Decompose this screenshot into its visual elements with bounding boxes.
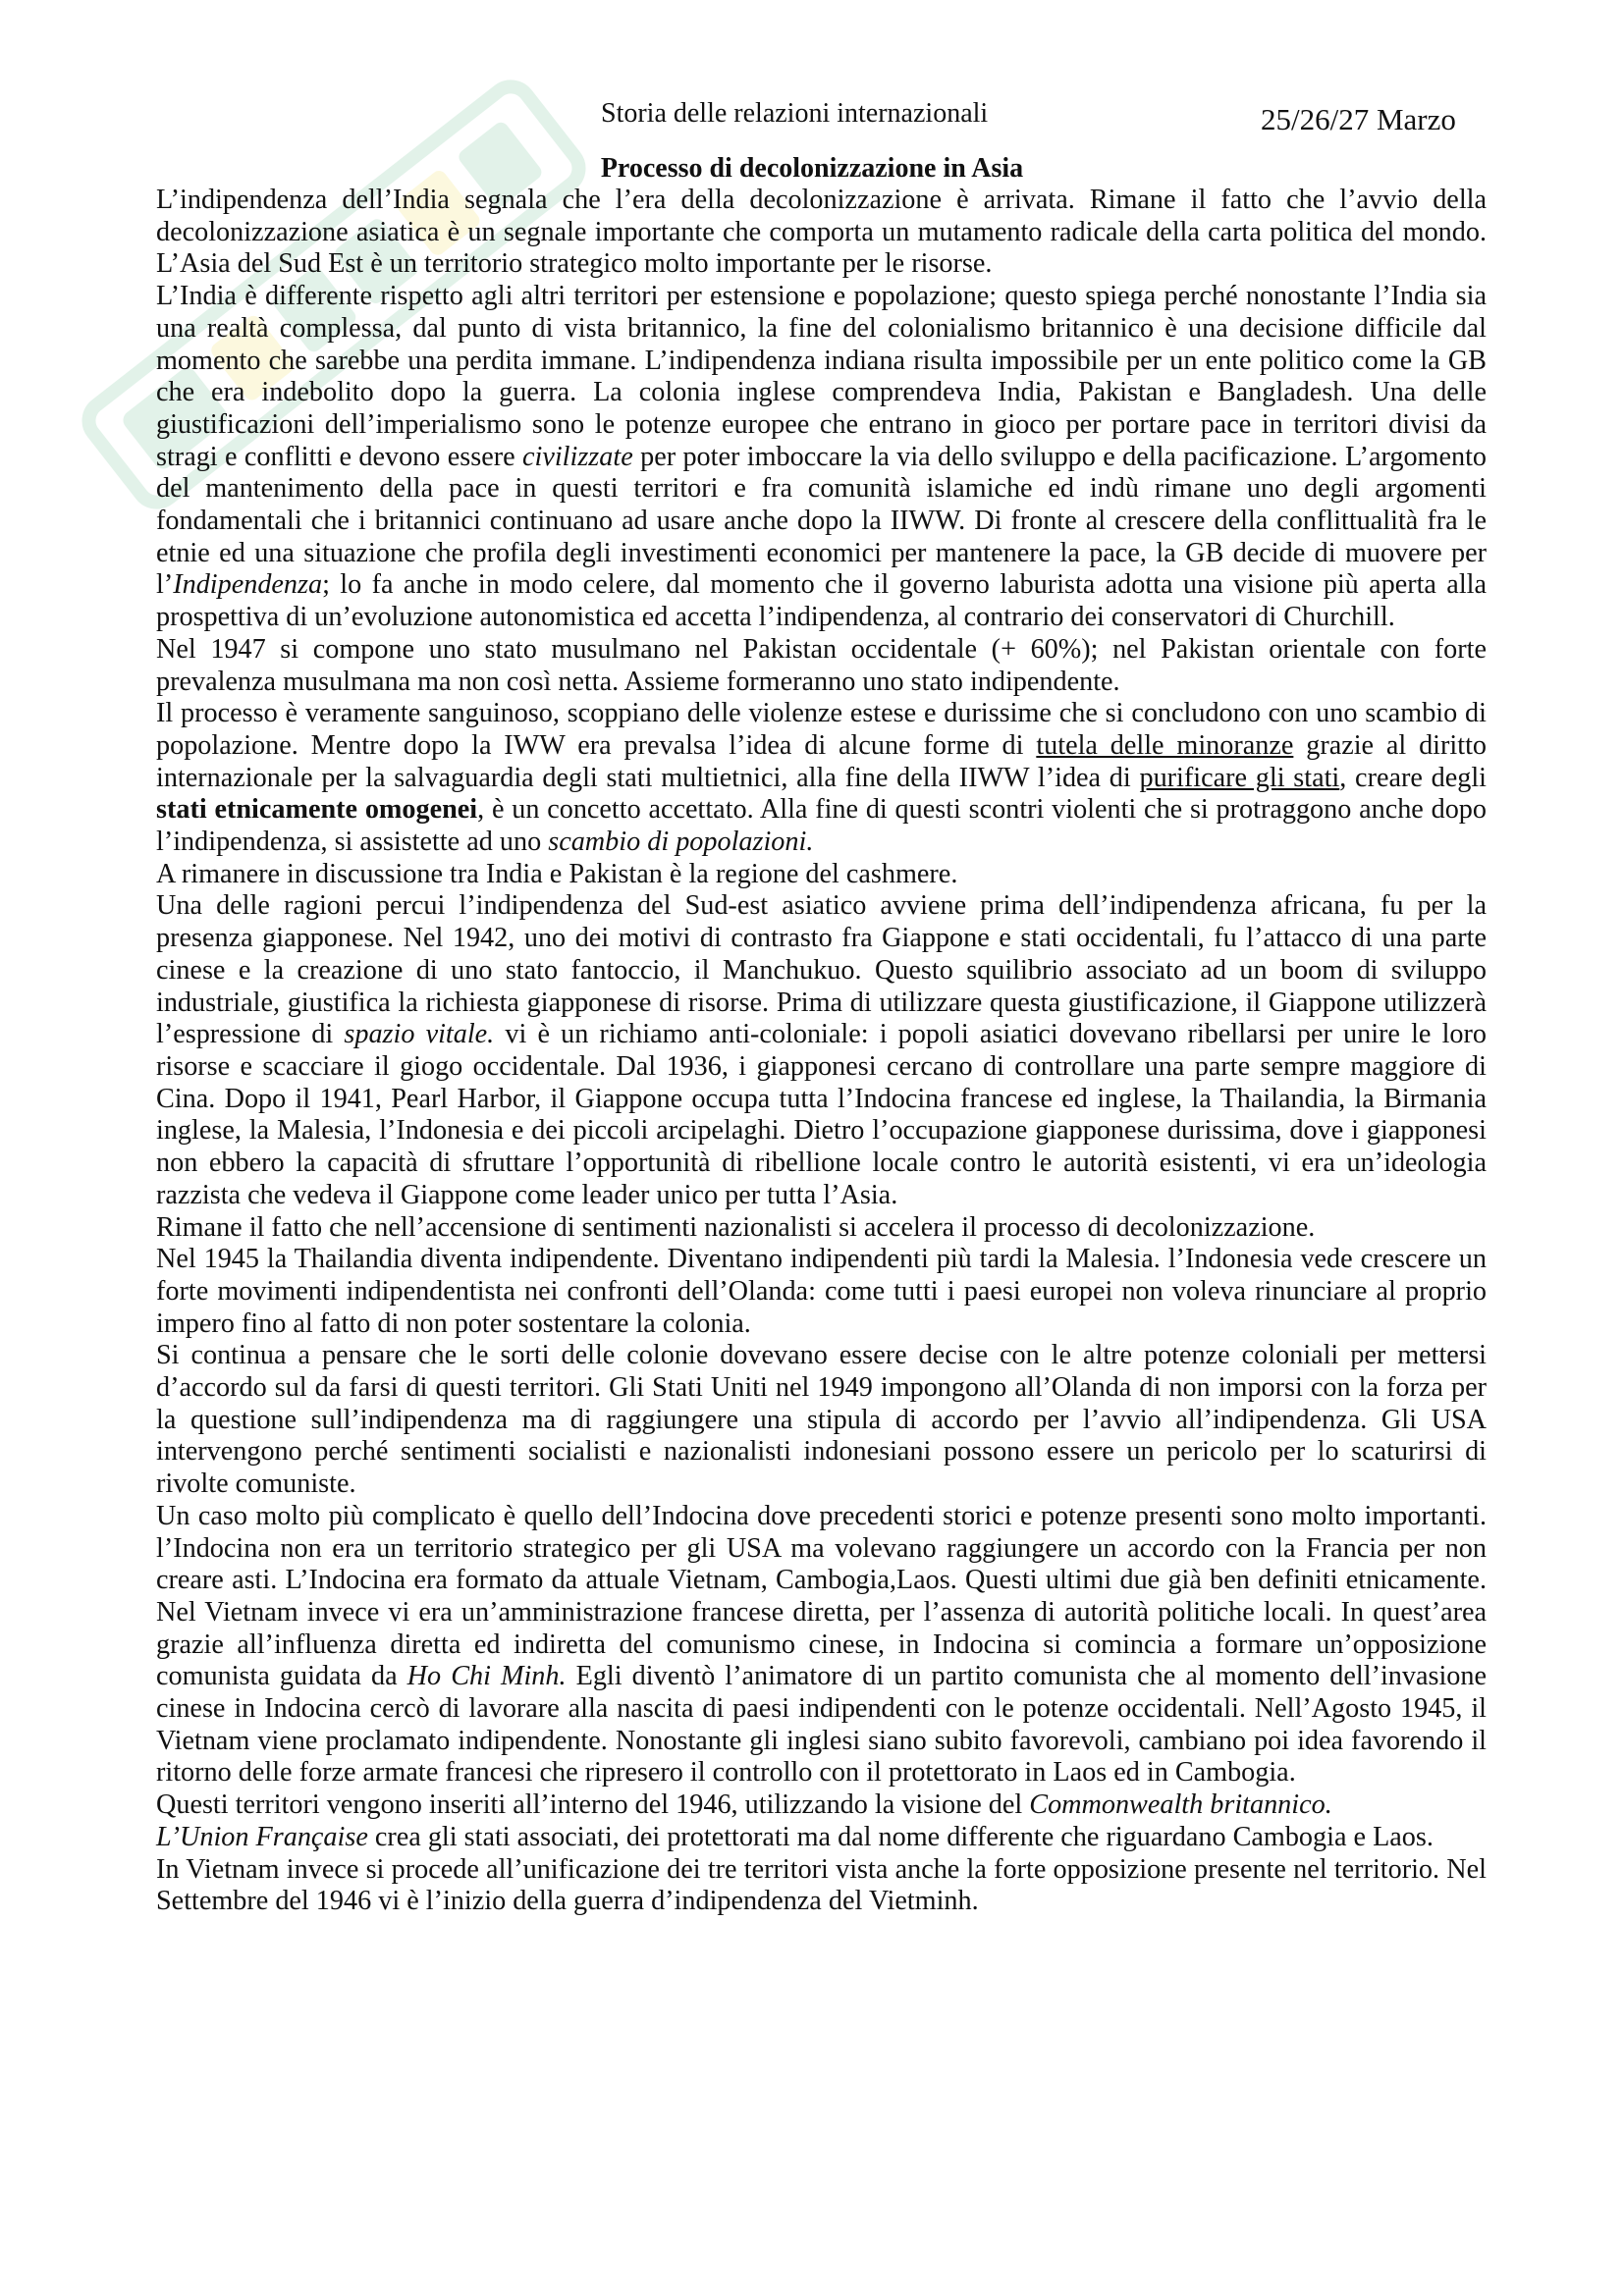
paragraph: Nel 1945 la Thailandia diventa indipendente. Diventano indipendenti più tardi la Malesia. l’Indonesia vede crescere un forte movimenti indipendentista nei confronti dell’Olanda: come tutti i paesi europei non voleva rinunciare al proprio impero fino al fatto di non poter sostentare la colonia.	[156, 1244, 1487, 1339]
paragraph: L’Union Française crea gli stati associati, dei protettorati ma dal nome differente che riguardano Cambogia e Laos.	[156, 1821, 1434, 1852]
paragraph: Nel 1947 si compone uno stato musulmano nel Pakistan occidentale (+ 60%); nel Pakistan orientale con forte prevalenza musulmana ma non così netta. Assieme formeranno uno stato indipendente.	[156, 633, 1487, 697]
emphasis: Commonwealth britannico.	[1029, 1789, 1332, 1821]
header-date: 25/26/27 Marzo	[1261, 102, 1456, 136]
emphasis: spazio vitale.	[344, 1019, 495, 1050]
bold-term: stati etnicamente omogenei	[156, 794, 478, 826]
paragraph: L’India è differente rispetto agli altri territori per estensione e popolazione; questo spiega perché nonostante l’India sia una realtà complessa, dal punto di vista britannico, la fine del colonialismo britannico è una decisione difficile dal momento che sarebbe una perdita immane. L’indipendenza indiana risulta impossibile per un ente politico come la GB che era indebolito dopo la guerra. La colonia inglese comprendeva India, Pakistan e Bangladesh. Una delle giustificazioni dell’imperialismo sono le potenze europee che entrano in gioco per portare pace in territori divisi da stragi e conflitti e devono essere civilizzate per poter imboccare la via dello sviluppo e della pacificazione. L’argomento del mantenimento della pace in questi territori e fra comunità islamiche ed indù rimane uno degli argomenti fondamentali che i britannici continuano ad usare anche dopo la IIWW. Di fronte al crescere della conflittualità fra le etnie ed una situazione che profila degli investimenti economici per mantenere la pace, la GB decide di muovere per l’Indipendenza; lo fa anche in modo celere, dal momento che il governo laburista adotta una visione più aperta alla prospettiva di un’evoluzione autonomistica ed accetta l’indipendenza, al contrario dei conservatori di Churchill.	[156, 281, 1487, 633]
paragraph: Questi territori vengono inseriti all’interno del 1946, utilizzando la visione del Commonwealth britannico.	[156, 1789, 1332, 1821]
underlined-term: tutela delle minoranze	[1036, 729, 1294, 761]
paragraph: Rimane il fatto che nell’accensione di sentimenti nazionalisti si accelera il processo di decolonizzazione.	[156, 1211, 1316, 1243]
paragraph: L’indipendenza dell’India segnala che l’era della decolonizzazione è arrivata. Rimane il fatto che l’avvio della decolonizzazione asiatica è un segnale importante che comporta un mutamento radicale della carta politica del mondo. L’Asia del Sud Est è un territorio strategico molto importante per le risorse.	[156, 185, 1487, 280]
emphasis: Ho Chi Minh.	[406, 1661, 567, 1692]
emphasis: civilizzate	[521, 441, 633, 472]
paragraph: In Vietnam invece si procede all’unificazione dei tre territori vista anche la forte opposizione presente nel territorio. Nel Settembre del 1946 vi è l’inizio della guerra d’indipendenza del Vietminh.	[156, 1853, 1487, 1917]
paragraph: Una delle ragioni percui l’indipendenza del Sud-est asiatico avviene prima dell’indipendenza africana, fu per la presenza giapponese. Nel 1942, uno dei motivi di contrasto fra Giappone e stati occidentali, fu l’attacco di una parte cinese e la creazione di uno stato fantoccio, il Manchukuo. Questo squilibrio associato ad un boom di sviluppo industriale, giustifica la richiesta giapponese di risorse. Prima di utilizzare questa giustificazione, il Giappone utilizzerà l’espressione di spazio vitale. vi è un richiamo anti-coloniale: i popoli asiatici dovevano ribellarsi per unire le loro risorse e scacciare il giogo occidentale. Dal 1936, i giapponesi cercano di controllare una parte sempre maggiore di Cina. Dopo il 1941, Pearl Harbor, il Giappone occupa tutta l’Indocina francese ed inglese, la Thailandia, la Birmania inglese, la Malesia, l’Indonesia e dei piccoli arcipelaghi. Dietro l’occupazione giapponese durissima, dove i giapponesi non ebbero la capacità di sfruttare l’opportunità di ribellione locale contro le autorità esistenti, vi era un’ideologia razzista che vedeva il Giappone come leader unico per tutta l’Asia.	[156, 890, 1487, 1210]
emphasis: L’Union Française	[156, 1821, 368, 1852]
document-body	[156, 185, 1487, 1918]
paragraph: A rimanere in discussione tra India e Pakistan è la regione del cashmere.	[156, 858, 958, 889]
emphasis: Indipendenza	[173, 569, 323, 601]
document-title: Processo di decolonizzazione in Asia	[600, 153, 1024, 184]
paragraph: Un caso molto più complicato è quello dell’Indocina dove precedenti storici e potenze presenti sono molto importanti. l’Indocina non era un territorio strategico per gli USA ma volevano raggiungere un accordo con la Francia per non creare asti. L’Indocina era formato da attuale Vietnam, Cambogia,Laos. Questi ultimi due già ben definiti etnicamente. Nel Vietnam invece vi era un’amministrazione francese diretta, per l’assenza di autorità politiche locali. In quest’area grazie all’influenza diretta ed indiretta del comunismo cinese, in Indocina si comincia a formare un’opposizione comunista guidata da Ho Chi Minh. Egli diventò l’animatore di un partito comunista che al momento dell’invasione cinese in Indocina cercò di lavorare alla nascita di paesi indipendenti con le potenze occidentali. Nell’Agosto 1945, il Vietnam viene proclamato indipendente. Nonostante gli inglesi siano subito favorevoli, cambiano poi idea favorendo il ritorno delle forze armate francesi che ripresero il controllo con il protettorato in Laos ed in Cambogia.	[156, 1500, 1487, 1789]
underlined-term: purificare gli stati	[1139, 762, 1340, 793]
header-subject: Storia delle relazioni internazionali	[601, 98, 989, 129]
emphasis: scambio di popolazioni.	[548, 827, 814, 858]
paragraph: Si continua a pensare che le sorti delle colonie dovevano essere decise con le altre potenze coloniali per mettersi d’accordo sul da farsi di questi territori. Gli Stati Uniti nel 1949 impongono all’Olanda di non imporsi con la forza per la questione sull’indipendenza ma di raggiungere una stipula di accordo per l’avvio all’indipendenza. Gli USA intervengono perché sentimenti socialisti e nazionalisti indonesiani possono essere un pericolo per lo scaturirsi di rivolte comuniste.	[156, 1340, 1487, 1500]
paragraph: Il processo è veramente sanguinoso, scoppiano delle violenze estese e durissime che si concludono con uno scambio di popolazione. Mentre dopo la IWW era prevalsa l’idea di alcune forme di tutela delle minoranze grazie al diritto internazionale per la salvaguardia degli stati multietnici, alla fine della IIWW l’idea di purificare gli stati, creare degli stati etnicamente omogenei, è un concetto accettato. Alla fine di questi scontri violenti che si protraggono anche dopo l’indipendenza, si assistette ad uno scambio di popolazioni.	[156, 698, 1487, 858]
